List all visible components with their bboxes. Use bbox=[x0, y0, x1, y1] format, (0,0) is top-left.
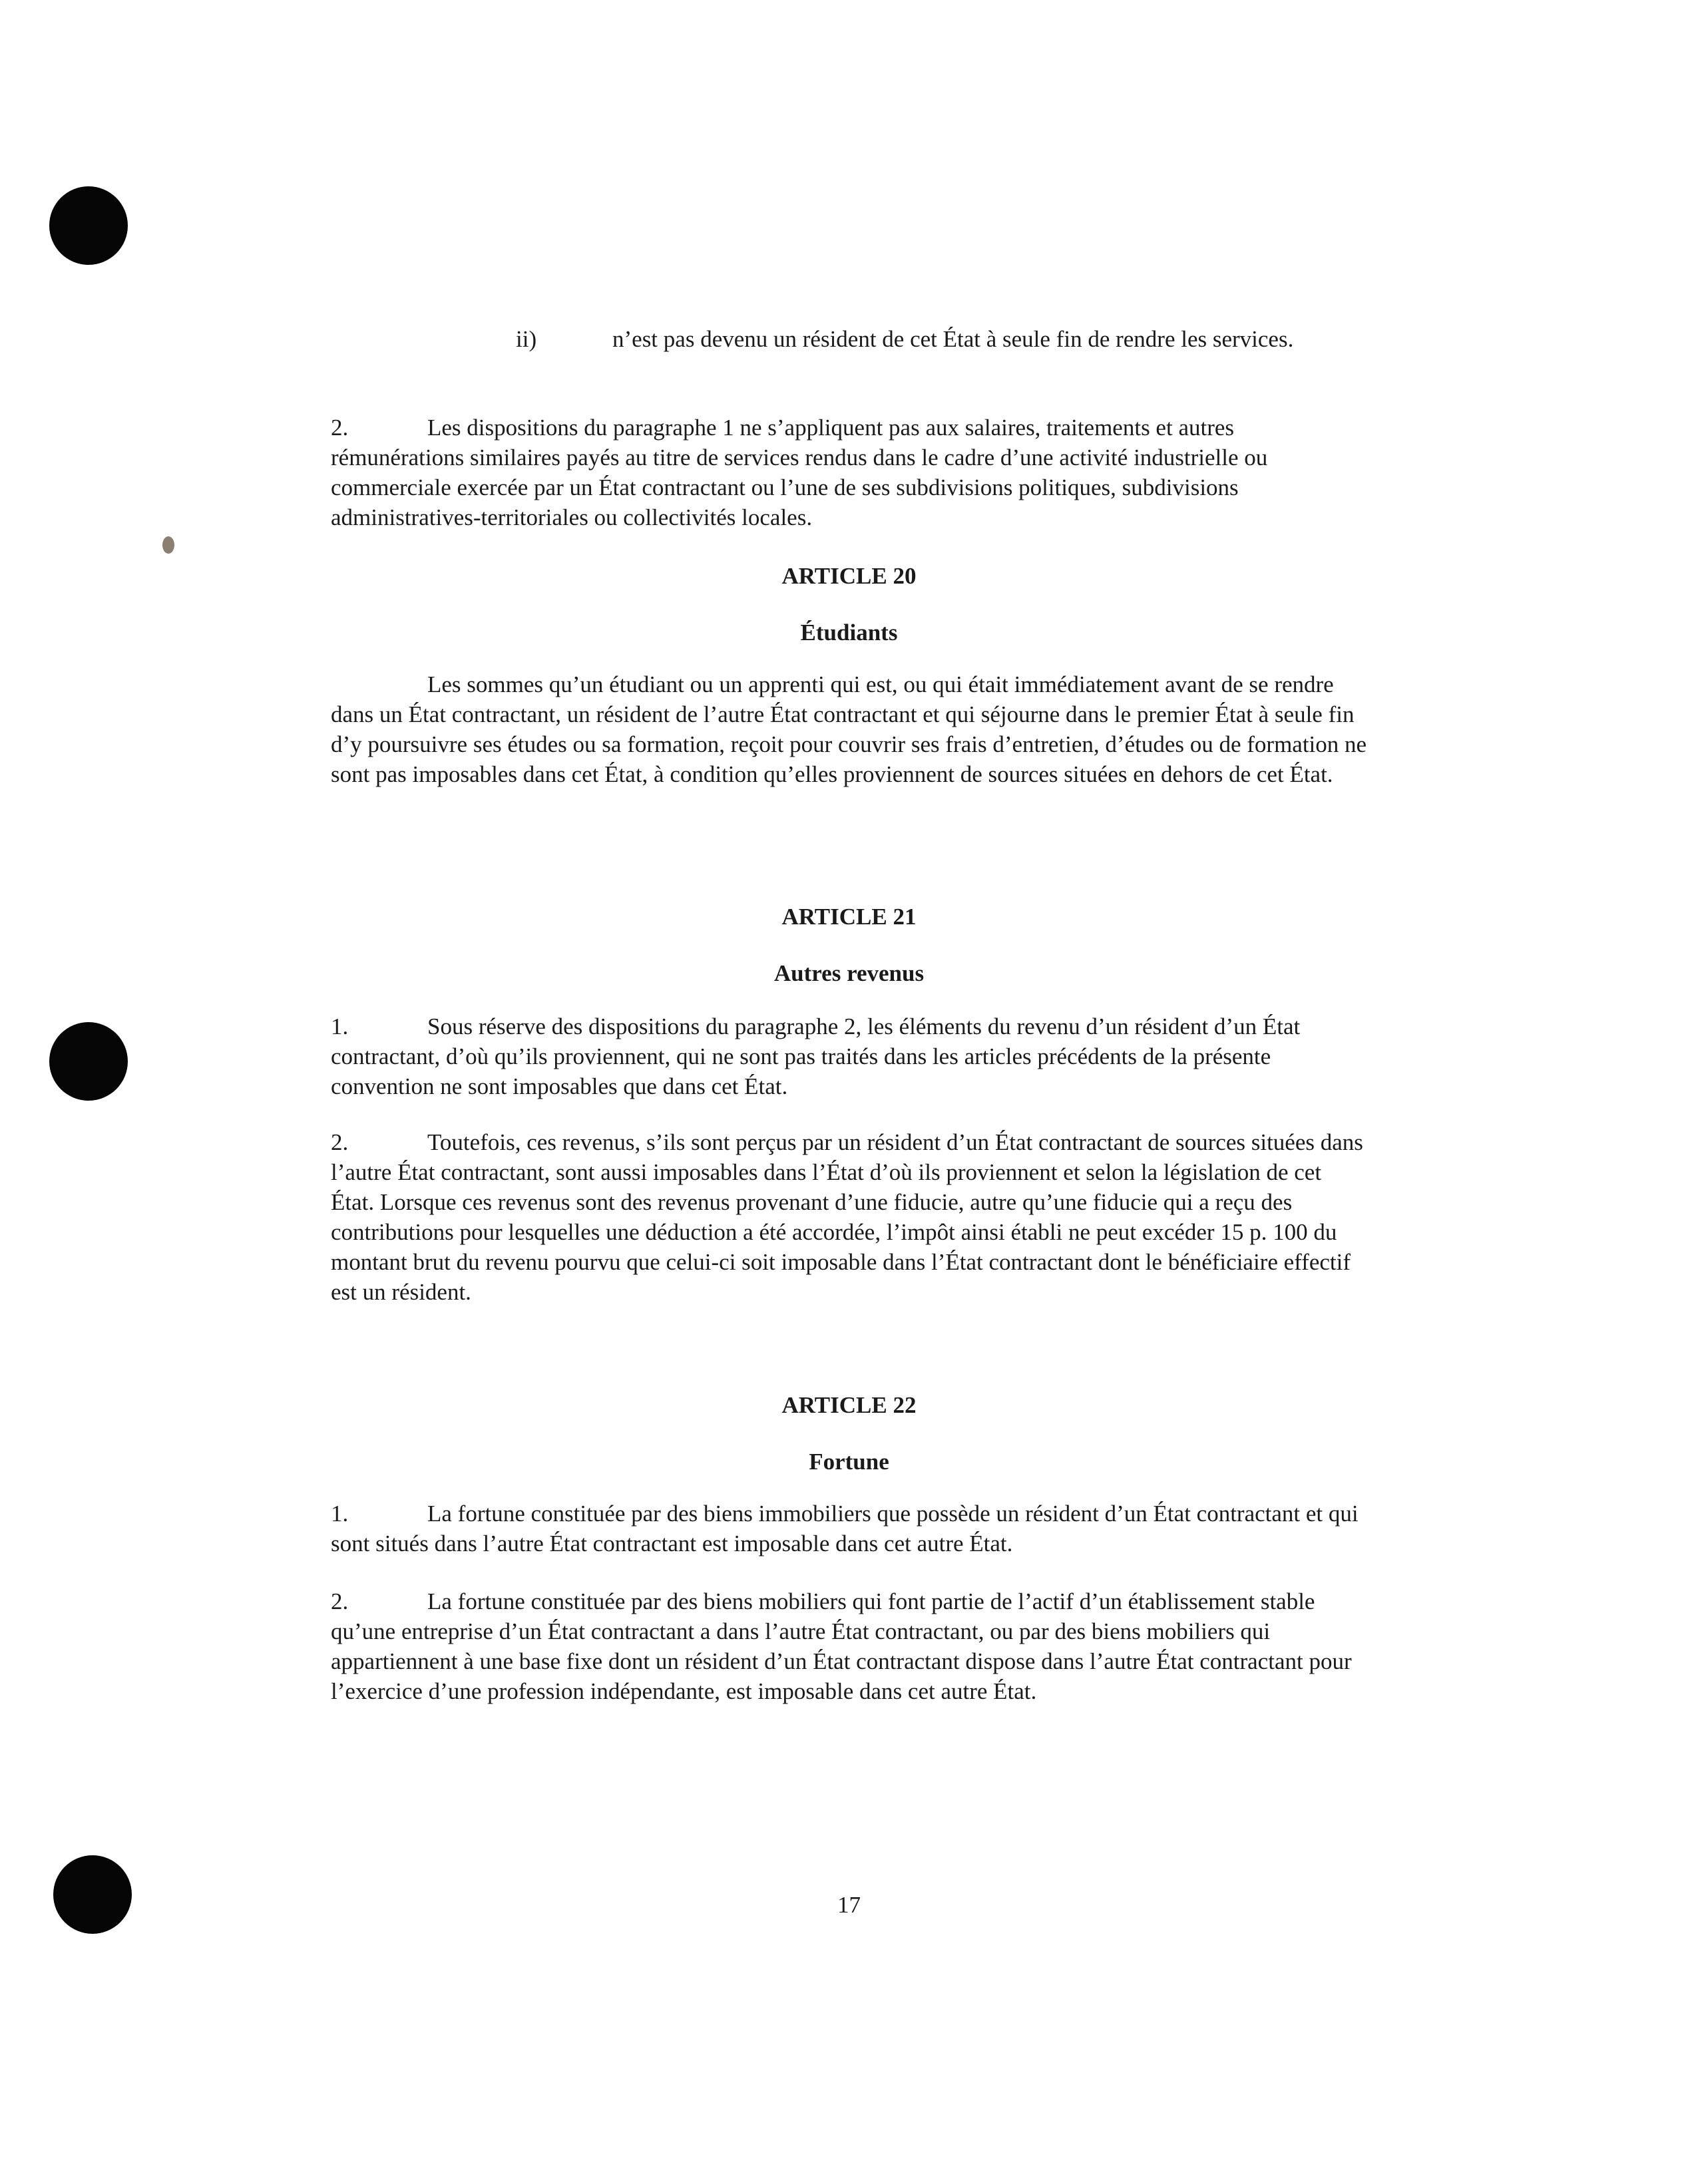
paragraph-text: Les dispositions du paragraphe 1 ne s’appliquent pas aux salaires, traitements et autres rémunérations similaires payés au titre de services rendus dans le cadre d’une activité industrielle ou commerciale exercée par un État contractant ou l’une de ses subdivisions politiques, subdivisions administratives-territoriales ou collectivités locales. bbox=[331, 415, 1268, 530]
punch-hole-top bbox=[49, 186, 128, 265]
paragraph-number: 2. bbox=[331, 415, 349, 441]
article-21-heading: ARTICLE 21 bbox=[781, 904, 917, 930]
punch-hole-middle bbox=[49, 1022, 128, 1101]
scan-speck bbox=[162, 536, 174, 554]
article-20-heading: ARTICLE 20 bbox=[781, 563, 917, 589]
art22-paragraph-2 bbox=[331, 1586, 1369, 1706]
sub-item-marker: ii) bbox=[516, 326, 537, 352]
paragraph-text: Les sommes qu’un étudiant ou un apprenti qui est, ou qui était immédiatement avant de se rendre dans un État contractant, un résident de l’autre État contractant et qui séjourne dans le premier État à seule fin d’y poursuivre ses études ou sa formation, reçoit pour couvrir ses frais d’entretien, d’études ou de formation ne sont pas imposables dans cet État, à condition qu’elles proviennent de sources situées en dehors de cet État. bbox=[331, 671, 1367, 787]
paragraph-number: 1. bbox=[331, 1013, 349, 1039]
art19-paragraph-2 bbox=[331, 413, 1369, 532]
paragraph-text: La fortune constituée par des biens mobiliers qui font partie de l’actif d’un établissement stable qu’une entreprise d’un État contractant a dans l’autre État contractant, ou par des biens mobiliers qui appartiennent à une base fixe dont un résident d’un État contractant dispose dans l’autre État contractant pour l’exercice d’une profession indépendante, est imposable dans cet autre État. bbox=[331, 1588, 1352, 1704]
article-22-heading: ARTICLE 22 bbox=[781, 1392, 917, 1418]
paragraph-text: Toutefois, ces revenus, s’ils sont perçus par un résident d’un État contractant de sources situées dans l’autre État contractant, sont aussi imposables dans l’État d’où ils proviennent et selon la législation de cet État. Lorsque ces revenus sont des revenus provenant d’une fiducie, autre qu’une fiducie qui a reçu des contributions pour lesquelles une déduction a été accordée, l’impôt ainsi établi ne peut excéder 15 p. 100 du montant brut du revenu pourvu que celui-ci soit imposable dans l’État contractant dont le bénéficiaire effectif est un résident. bbox=[331, 1129, 1363, 1305]
paragraph-number: 1. bbox=[331, 1501, 349, 1527]
article-20-title: Étudiants bbox=[800, 620, 898, 645]
paragraph-number: 2. bbox=[331, 1129, 349, 1155]
art20-paragraph bbox=[331, 669, 1369, 789]
paragraph-text: Sous réserve des dispositions du paragraphe 2, les éléments du revenu d’un résident d’un État contractant, d’où qu’ils proviennent, qui ne sont pas traités dans les articles précédents de la présente convention ne sont imposables que dans cet État. bbox=[331, 1013, 1301, 1099]
page-number: 17 bbox=[837, 1892, 861, 1918]
paragraph-text: La fortune constituée par des biens immobiliers que possède un résident d’un État contractant et qui sont situés dans l’autre État contractant est imposable dans cet autre État. bbox=[331, 1501, 1359, 1556]
art22-paragraph-1 bbox=[331, 1499, 1369, 1558]
paragraph-number: 2. bbox=[331, 1588, 349, 1614]
article-22-title: Fortune bbox=[809, 1449, 889, 1475]
sub-item-text: n’est pas devenu un résident de cet État à seule fin de rendre les services. bbox=[612, 326, 1294, 352]
art21-paragraph-1 bbox=[331, 1011, 1369, 1101]
article-21-title: Autres revenus bbox=[773, 960, 925, 986]
art21-paragraph-2 bbox=[331, 1127, 1369, 1307]
